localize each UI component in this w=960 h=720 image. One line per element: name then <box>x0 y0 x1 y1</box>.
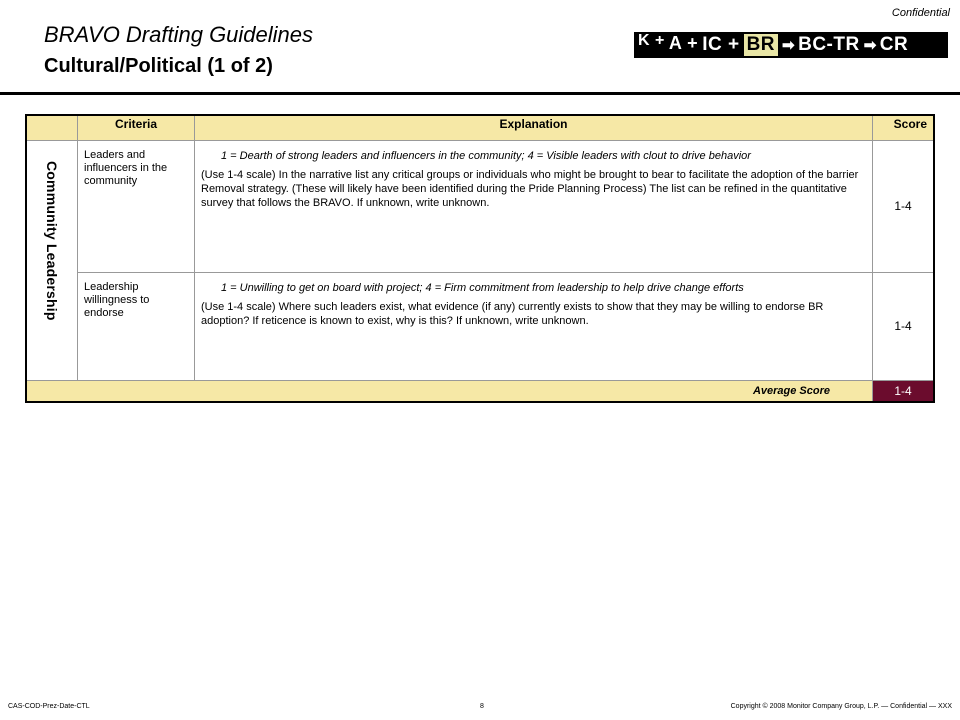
banner-bc: BC <box>798 34 827 55</box>
scale-text: 1 = Unwilling to get on board with project; 4 = Firm commitment from leadership to help drive change efforts <box>221 281 744 294</box>
header-explanation: Explanation <box>195 115 873 140</box>
table-row <box>26 272 934 380</box>
criteria-cell: Leaders and influencers in the community <box>78 140 195 272</box>
right-arrow-icon: ➡ <box>863 37 877 54</box>
footer-doc-id: CAS-COD-Prez-Date-CTL <box>8 703 90 710</box>
average-label: Average Score <box>26 380 873 402</box>
score-cell: 1-4 <box>873 140 935 272</box>
criteria-cell: Leadership willingness to endorse <box>78 272 195 380</box>
explanation-text: (Use 1-4 scale) In the narrative list any critical groups or individuals who might be brought to bear to facilitate the adoption of the barrier Removal strategy. (These will likely have been identified during the Pride Planning Process) The list can be refined in the quantitative survey that follows the BRAVO. If unknown, write unknown. <box>201 168 859 209</box>
confidential-label: Confidential <box>891 7 950 19</box>
footer-page-number: 8 <box>480 703 484 710</box>
banner-ic: IC + <box>702 34 740 55</box>
explanation-cell <box>195 272 873 380</box>
banner-dash: - <box>826 34 834 55</box>
banner-k: K + <box>638 32 665 49</box>
table-header-row <box>26 115 934 140</box>
score-cell: 1-4 <box>873 272 935 380</box>
explanation-text: (Use 1-4 scale) Where such leaders exist, what evidence (if any) currently exists to show that they may be willing to endorse BR adoption? If reticence is known to exist, why is this? If unknown, write unknown. <box>201 300 824 327</box>
scale-text: 1 = Dearth of strong leaders and influencers in the community; 4 = Visible leaders with clout to drive behavior <box>221 149 751 162</box>
banner-tr: TR <box>833 34 860 55</box>
page-subtitle: Cultural/Political (1 of 2) <box>44 55 273 77</box>
average-row <box>26 380 934 402</box>
footer-copyright: Copyright © 2008 Monitor Company Group, L.P. — Confidential — XXX <box>730 703 952 710</box>
explanation-cell <box>195 140 873 272</box>
banner-a: A + <box>668 32 699 53</box>
table-row <box>26 140 934 272</box>
banner-br-highlight: BR <box>744 34 778 56</box>
header-criteria: Criteria <box>78 115 195 140</box>
guidelines-table <box>25 114 935 403</box>
page-title: BRAVO Drafting Guidelines <box>44 22 314 47</box>
average-value: 1-4 <box>873 380 935 402</box>
header-divider <box>0 92 960 95</box>
category-cell <box>26 140 78 380</box>
header-blank <box>26 115 78 140</box>
category-label: Community Leadership <box>44 160 60 321</box>
banner-cr: CR <box>879 34 909 55</box>
right-arrow-icon: ➡ <box>782 37 796 54</box>
process-banner <box>634 32 948 58</box>
header-score: Score <box>873 115 935 140</box>
